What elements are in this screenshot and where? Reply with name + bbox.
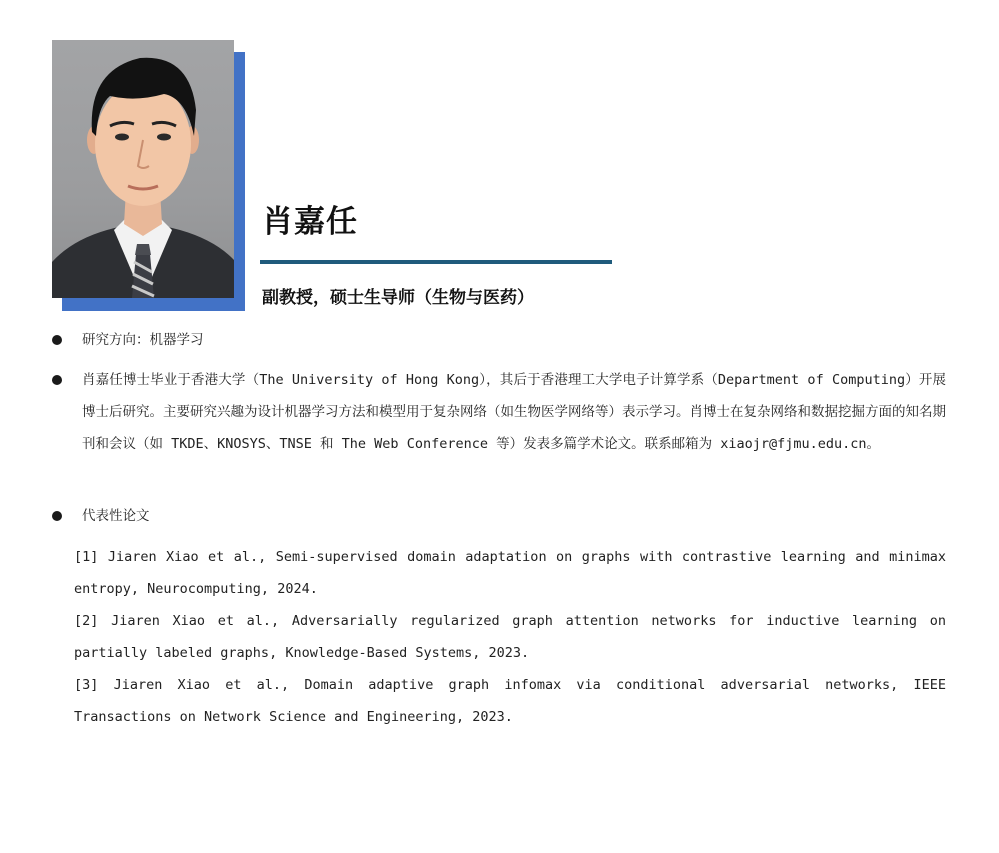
biography-paragraph: 肖嘉任博士毕业于香港大学（The University of Hong Kong），其后于香港理工大学电子计算学系（Department of Computing）开展博士后研究。主要研究兴趣为设计机器学习方法和模型用于复杂网络（如生物医学网络等）表示学习。肖博士在复杂网络和数据挖掘方面的知名期刊和会议（如 TKDE、KNOSYS、TNSE 和 The Web Conference 等）发表多篇学术论文。联系邮箱为 xiaojr@fjmu.edu.cn。 [82,372,946,452]
paper-item: [3] Jiaren Xiao et al., Domain adaptive graph infomax via conditional adversarial networks, IEEE Transactions on Network Science and Engineering, 2023. [74,677,946,725]
paper-item: [1] Jiaren Xiao et al., Semi-supervised domain adaptation on graphs with contrastive learning and minimax entropy, Neurocomputing, 2024. [74,549,946,597]
person-name: 肖嘉任 [262,204,358,240]
portrait-illustration [52,40,234,298]
name-divider [260,260,612,264]
paper-item: [2] Jiaren Xiao et al., Adversarially regularized graph attention networks for inductive learning on partially labeled graphs, Knowledge-Based Systems, 2023. [74,613,946,661]
bullet-bio [52,375,62,385]
papers-heading: 代表性论文 [82,508,150,524]
paper-list [74,541,946,733]
research-direction: 研究方向：机器学习 [82,332,204,348]
profile-photo [52,40,234,298]
person-title: 副教授，硕士生导师（生物与医药） [262,288,534,308]
bullet-research [52,335,62,345]
bullet-papers [52,511,62,521]
